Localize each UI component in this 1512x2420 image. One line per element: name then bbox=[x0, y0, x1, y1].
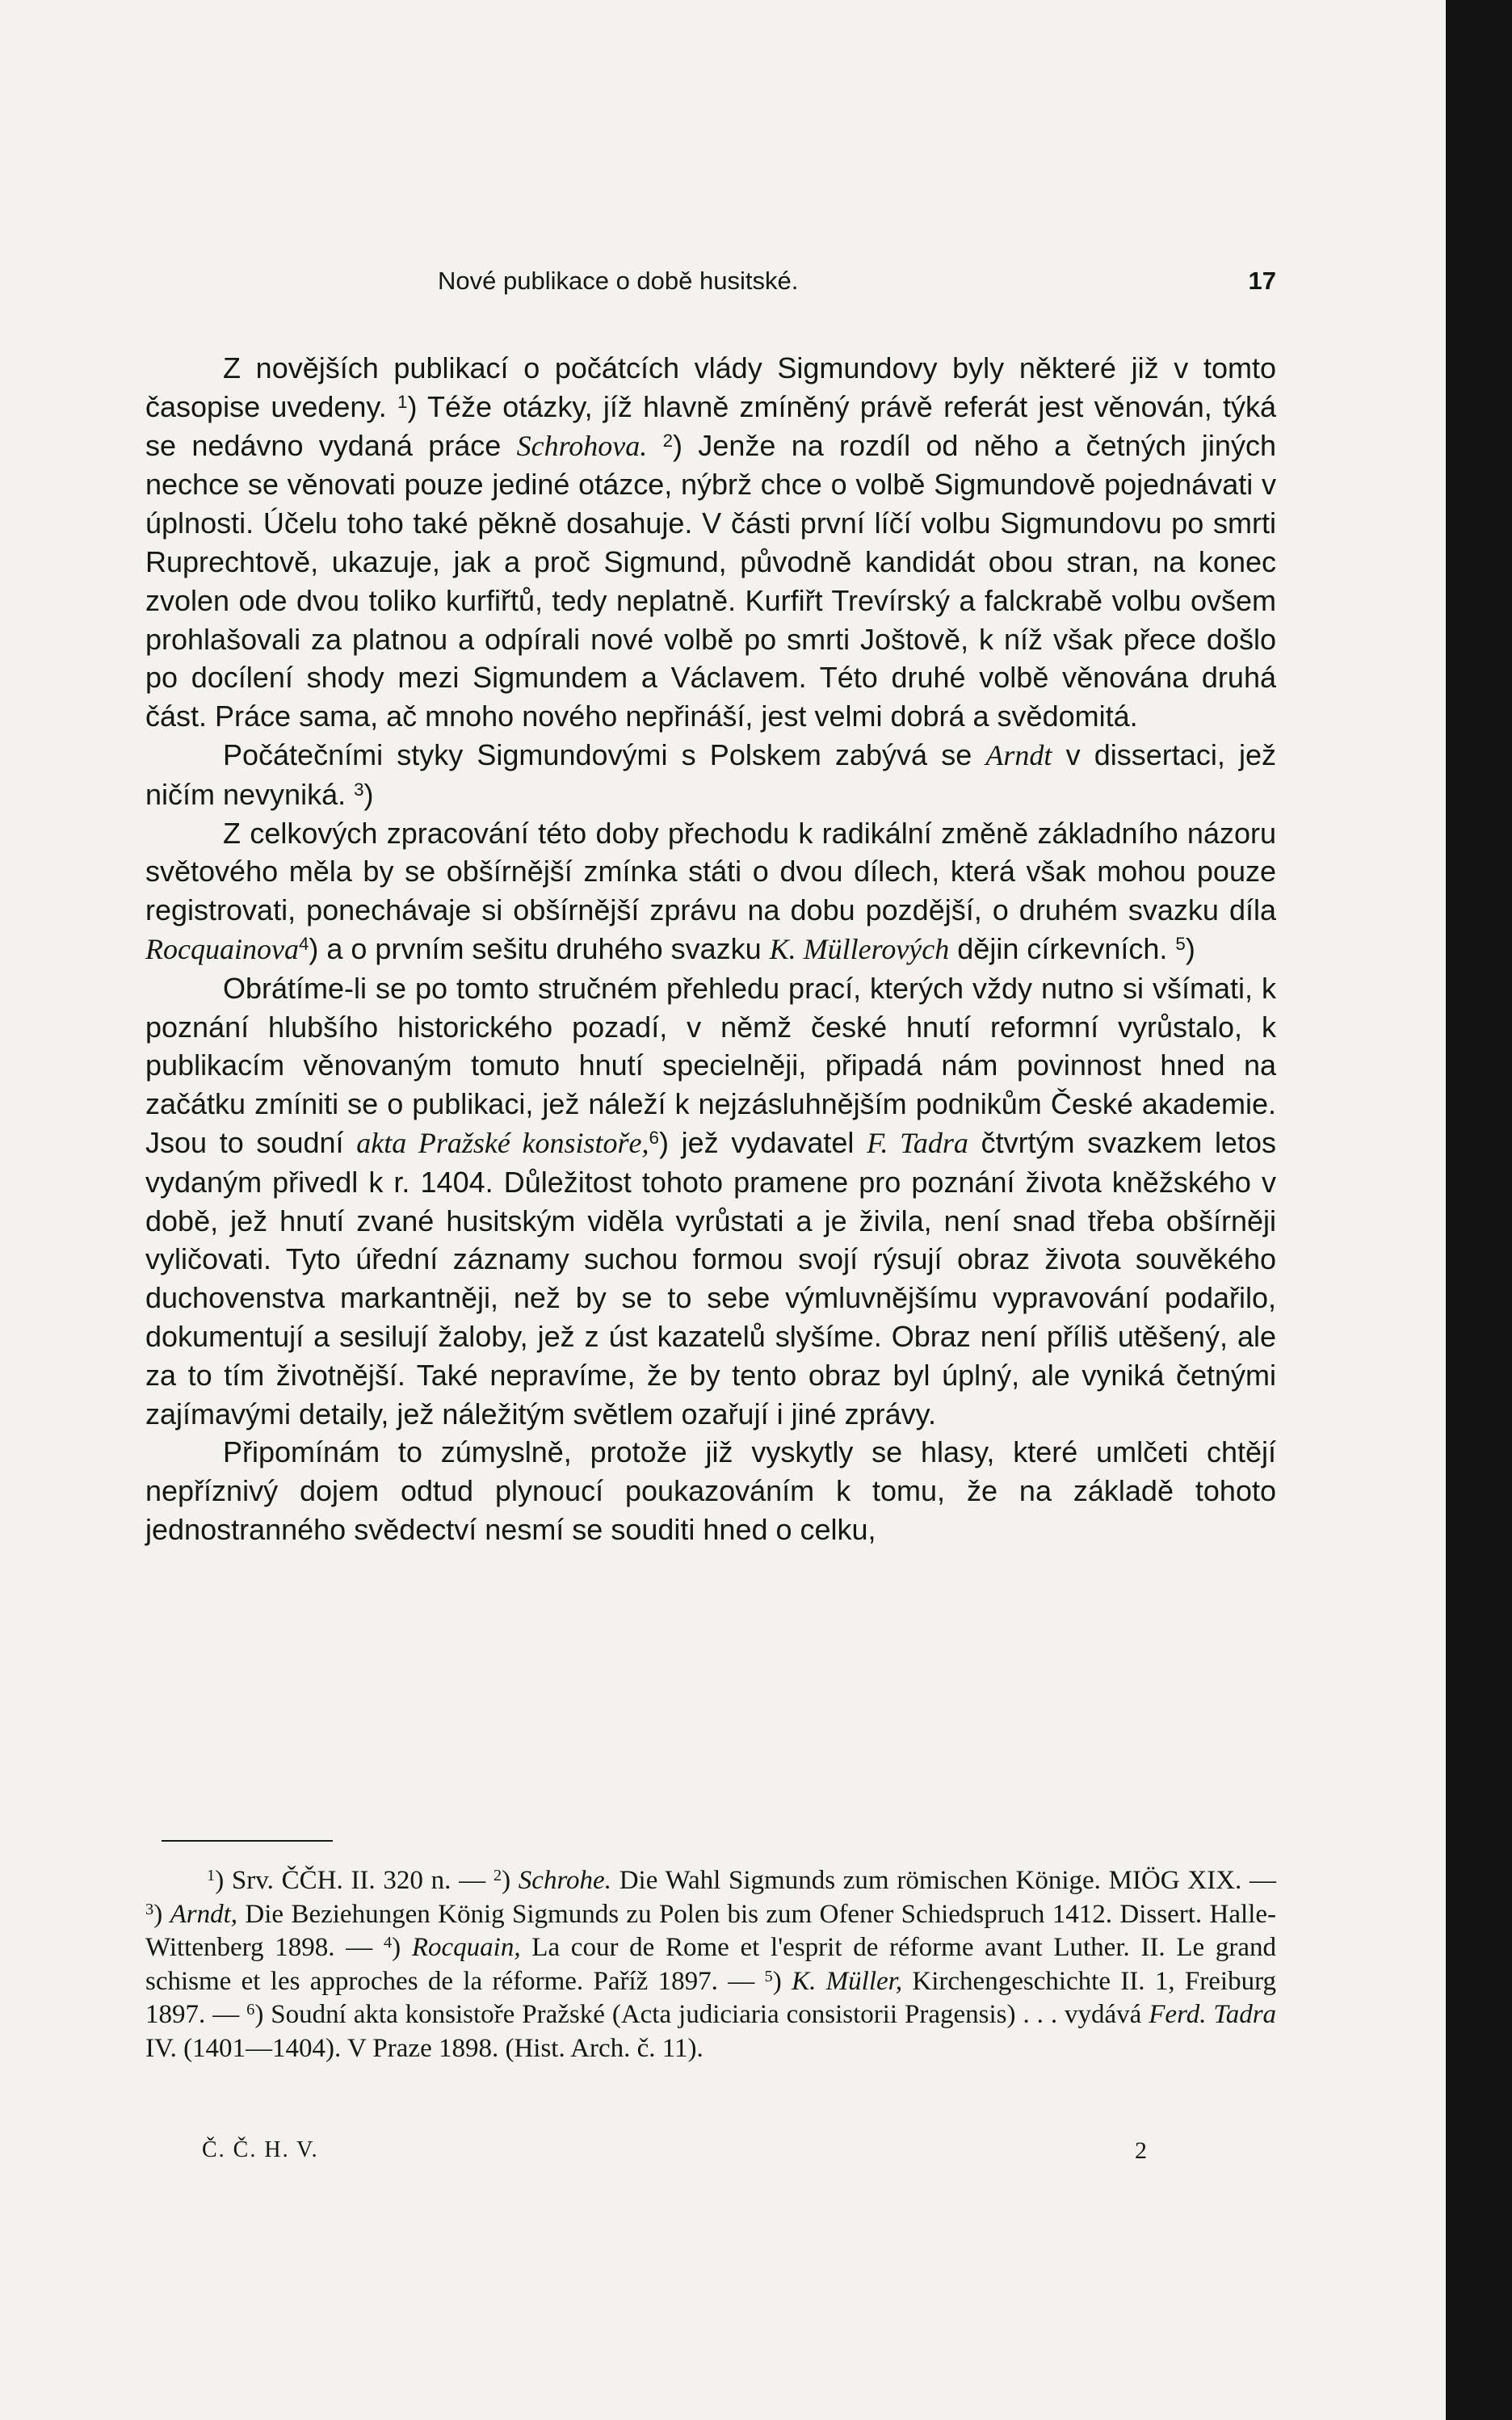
sheet-number: 2 bbox=[1135, 2137, 1147, 2164]
text-run: Z celkových zpracování této doby přechodu k radikální změně základního názoru světového měla by se obšírnější zmínka státi o dvou dílech, která však mohou pouze registrovati, ponechávaje si obšírnější zprávu na dobu pozdější, o druhém svazku díla bbox=[145, 816, 1276, 927]
text-run: ) jež vydavatel bbox=[658, 1125, 855, 1159]
italic-run: Arndt, bbox=[170, 1899, 238, 1929]
body-text bbox=[145, 349, 1276, 1549]
paragraph-5 bbox=[145, 1433, 1276, 1548]
text-run: ) bbox=[363, 777, 374, 811]
italic-run: Schrohe. bbox=[518, 1866, 611, 1895]
running-head bbox=[145, 267, 1276, 307]
paragraph-1 bbox=[145, 349, 1276, 736]
text-run: ) bbox=[392, 1933, 401, 1962]
footnote-mark: 5 bbox=[764, 1967, 773, 1985]
text-run: Z novějších publikací o počátcích vlády Sigmundovy byly některé již v tomto časopise uvedeny. bbox=[145, 351, 1276, 423]
text-run: Die Beziehungen König Sigmunds zu Polen bis zum Ofener Schiedspruch 1412. Dissert. Halle-Wittenberg 1898. — bbox=[145, 1899, 1276, 1962]
running-title: Nové publikace o době husitské. bbox=[438, 267, 799, 295]
text-run: Kirchengeschichte II. 1, Freiburg 1897. — bbox=[145, 1966, 1276, 2029]
footnote-rule bbox=[162, 1840, 333, 1842]
signature-mark: Č. Č. H. V. bbox=[202, 2137, 319, 2162]
paragraph-2 bbox=[145, 736, 1276, 814]
text-run: Připomínám to zúmyslně, protože již vyskytly se hlasy, které umlčeti chtějí nepříznivý dojem odtud plynoucí poukazováním k tomu, že na základě tohoto jednostranného svědectví nesmí se souditi hned o celku, bbox=[145, 1435, 1276, 1546]
text-run: Die Wahl Sigmunds zum römischen Könige. MIÖG XIX. — bbox=[619, 1866, 1277, 1895]
text-run: ) Jenže na rozdíl od něho a četných jiných nechce se věnovati pouze jediné otázce, nýbrž chce o volbě Sigmundově pojednávati v úplnosti. Účelu toho také pěkně dosahuje. V části první líčí volbu Sigmundovu po smrti Ruprechtově, ukazuje, jak a proč Sigmund, původně kandidát obou stran, na konec zvolen ode dvou toliko kurfiřtů, tedy neplatně. Kurfiřt Trevírský a falckrabě volbu ovšem prohlašovali za platnou a odpírali nové volbě po smrti Joštově, k níž však přece došlo po docílení shody mezi Sigmundem a Václavem. Této druhé volbě věnována druhá část. Práce sama, ač mnoho nového nepřináší, jest velmi dobrá a svědomitá. bbox=[145, 428, 1276, 733]
italic-run: Schrohova. bbox=[516, 429, 648, 462]
text-run: ) bbox=[1185, 931, 1195, 965]
footnote-mark: 4 bbox=[383, 1933, 393, 1952]
footnote-ref-3: 3 bbox=[354, 779, 364, 800]
text-run: čtvrtým svazkem letos vydaným přivedl k r. 1404. Důležitost tohoto pramene pro poznání života kněžského v době, jež hnutí zvané husitským viděla vyrůstati a je živila, není snad třeba obšírněji vyličovati. Tyto úřední záznamy suchou formou svojí rýsují obraz života souvěkého duchovenstva markantněji, než by se to sebe výmluvnějšímu vypravování podařilo, dokumentují a sesilují žaloby, jež z úst kazatelů slyšíme. Obraz není příliš utěšený, ale za to tím životnější. Také nepravíme, že by tento obraz byl úplný, ale vyniká četnými zajímavými detaily, jež náležitým světlem ozařují i jiné zprávy. bbox=[145, 1125, 1276, 1431]
text-run: ) Téže otázky, jíž hlavně zmíněný právě referát jest věnován, týká se nedávno vydaná práce bbox=[145, 389, 1276, 462]
italic-run: Arndt bbox=[985, 738, 1052, 771]
italic-run: Ferd. Tadra bbox=[1149, 2000, 1277, 2029]
scan-border bbox=[1446, 0, 1512, 2420]
text-run: v dissertaci, jež ničím nevyniká. bbox=[145, 737, 1276, 811]
footnote-mark: 1 bbox=[207, 1866, 216, 1884]
page-number: 17 bbox=[1248, 267, 1276, 295]
footnote-ref-1: 1 bbox=[397, 391, 408, 412]
text-run: La cour de Rome et l'esprit de réforme avant Luther. II. Le grand schisme et les approches de la réforme. Paříž 1897. — bbox=[145, 1933, 1277, 1996]
footnote-mark: 6 bbox=[246, 2000, 255, 2019]
footnotes bbox=[145, 1864, 1276, 2065]
italic-run: akta Pražské konsistoře, bbox=[356, 1126, 649, 1159]
paragraph-3 bbox=[145, 814, 1276, 969]
text-run: ) bbox=[153, 1899, 163, 1929]
italic-run: Rocquainova bbox=[145, 932, 299, 965]
footnote-ref-5: 5 bbox=[1175, 933, 1186, 954]
text-run: ) bbox=[772, 1966, 782, 1996]
footnote-ref-2: 2 bbox=[662, 430, 673, 451]
text-run: ) bbox=[502, 1866, 511, 1895]
signature-line bbox=[202, 2137, 1252, 2173]
italic-run: K. Müllerových bbox=[769, 932, 950, 965]
text-run: Počátečními styky Sigmundovými s Polskem zabývá se bbox=[223, 737, 972, 771]
footnote-ref-4: 4 bbox=[298, 933, 309, 954]
footnote-mark: 3 bbox=[145, 1900, 154, 1918]
text-run: dějin církevních. bbox=[957, 931, 1168, 965]
footnote-mark: 2 bbox=[493, 1866, 502, 1884]
text-run: ) Soudní akta konsistoře Pražské (Acta judiciaria consistorii Pragensis) . . . vydává bbox=[254, 2000, 1142, 2029]
text-run: ) a o prvním sešitu druhého svazku bbox=[309, 931, 762, 965]
footnote-block bbox=[145, 1864, 1276, 2065]
text-run: ) Srv. ČČH. II. 320 n. — bbox=[215, 1866, 486, 1895]
text-run: Obrátíme-li se po tomto stručném přehledu prací, kterých vždy nutno si všímati, k poznání hlubšího historického pozadí, v němž české hnutí reformní vyrůstalo, k publikacím věnovaným tomuto hnutí specielněji, připadá nám povinnost hned na začátku zmíniti se o publikaci, jež náleží k nejzásluhnějším podnikům České akademie. Jsou to soudní bbox=[145, 971, 1276, 1159]
italic-run: K. Müller, bbox=[792, 1966, 903, 1996]
text-run: IV. (1401—1404). V Praze 1898. (Hist. Arch. č. 11). bbox=[145, 2033, 704, 2063]
paragraph-4 bbox=[145, 969, 1276, 1434]
italic-run: F. Tadra bbox=[867, 1126, 968, 1159]
footnote-ref-6: 6 bbox=[649, 1127, 659, 1148]
italic-run: Rocquain, bbox=[411, 1933, 521, 1962]
